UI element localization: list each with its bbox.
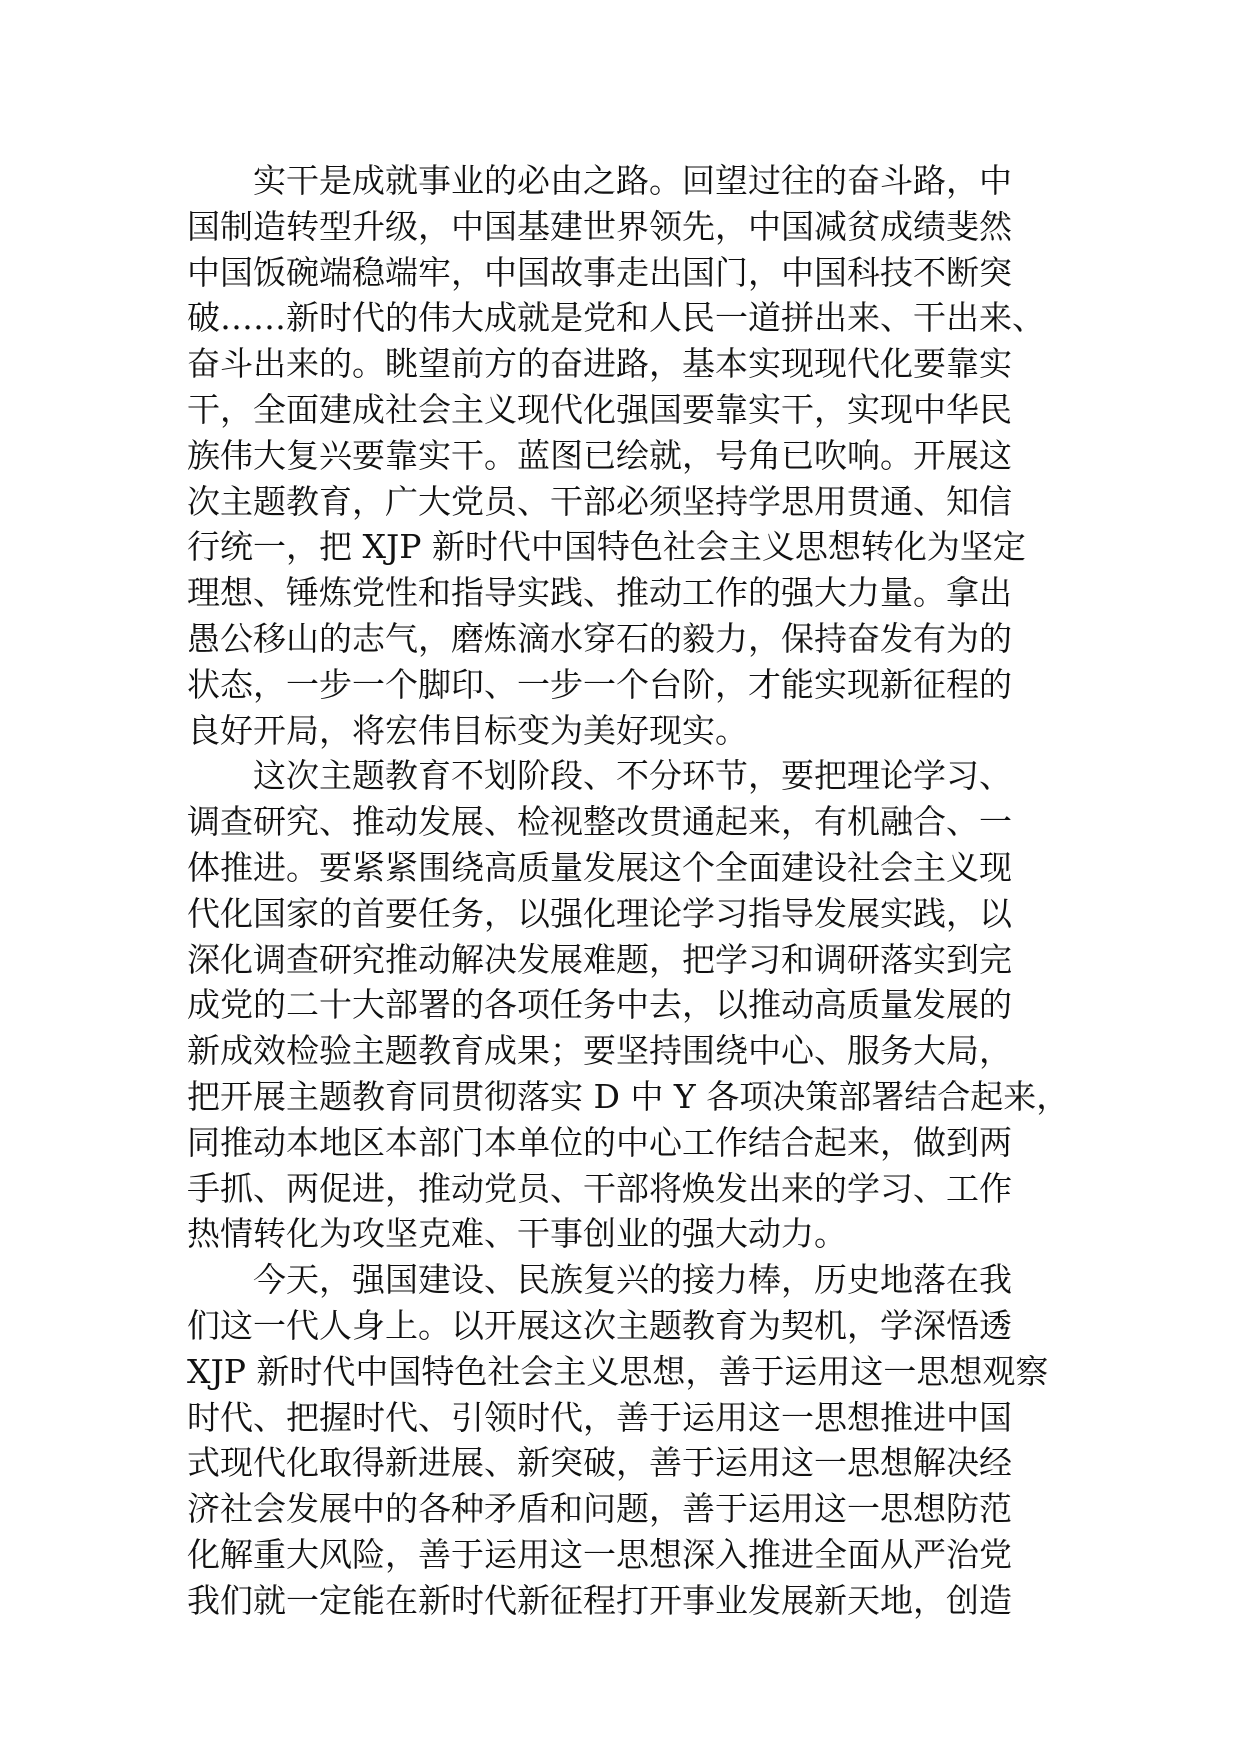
paragraph-1 [187,158,1057,753]
text-line: 时代、把握时代、引领时代，善于运用这一思想推进中国 [187,1397,1012,1437]
text-line: 济社会发展中的各种矛盾和问题，善于运用这一思想防范 [187,1489,1012,1529]
text-line: 热情转化为攻坚克难、干事创业的强大动力。 [187,1214,847,1254]
text-line: 调查研究、推动发展、检视整改贯通起来，有机融合、一 [187,802,1012,842]
text-line: 手抓、两促进，推动党员、干部将焕发出来的学习、工作 [187,1168,1012,1208]
text-line: 行统一，把 XJP 新时代中国特色社会主义思想转化为坚定 [187,527,1026,567]
paragraph-3 [187,1257,1057,1623]
text-line: 们这一代人身上。以开展这次主题教育为契机，学深悟透 [187,1305,1012,1345]
text-line: 我们就一定能在新时代新征程打开事业发展新天地，创造 [187,1580,1012,1620]
text-line: 化解重大风险，善于运用这一思想深入推进全面从严治党 [187,1534,1012,1574]
text-line: 理想、锤炼党性和指导实践、推动工作的强大力量。拿出 [187,573,1012,613]
text-line: 良好开局，将宏伟目标变为美好现实。 [187,710,748,750]
text-line: 这次主题教育不划阶段、不分环节，要把理论学习、 [253,756,1012,796]
text-line: 族伟大复兴要靠实干。蓝图已绘就，号角已吹响。开展这 [187,435,1012,475]
text-line: 中国饭碗端稳端牢，中国故事走出国门，中国科技不断突 [187,252,1012,292]
text-line: 体推进。要紧紧围绕高质量发展这个全面建设社会主义现 [187,847,1012,887]
text-line: 代化国家的首要任务，以强化理论学习指导发展实践，以 [187,893,1012,933]
text-line: 把开展主题教育同贯彻落实 D 中 Y 各项决策部署结合起来， [187,1076,1070,1116]
text-line: 新成效检验主题教育成果；要坚持围绕中心、服务大局， [187,1031,1012,1071]
text-line: XJP 新时代中国特色社会主义思想，善于运用这一思想观察 [187,1351,1049,1391]
text-line: 状态，一步一个脚印、一步一个台阶，才能实现新征程的 [187,664,1012,704]
text-line: 深化调查研究推动解决发展难题，把学习和调研落实到完 [187,939,1012,979]
text-line: 国制造转型升级，中国基建世界领先，中国减贫成绩斐然 [187,206,1012,246]
paragraph-2 [187,753,1070,1257]
text-line: 破……新时代的伟大成就是党和人民一道拼出来、干出来、 [187,298,1045,338]
text-line: 干，全面建成社会主义现代化强国要靠实干，实现中华民 [187,389,1012,429]
text-line: 式现代化取得新进展、新突破，善于运用这一思想解决经 [187,1443,1012,1483]
text-line: 实干是成就事业的必由之路。回望过往的奋斗路，中 [253,161,1012,200]
text-line: 同推动本地区本部门本单位的中心工作结合起来，做到两 [187,1122,1012,1162]
text-line: 成党的二十大部署的各项任务中去，以推动高质量发展的 [187,985,1012,1025]
text-line: 今天，强国建设、民族复兴的接力棒，历史地落在我 [253,1260,1012,1300]
text-line: 次主题教育，广大党员、干部必须坚持学思用贯通、知信 [187,481,1012,521]
text-line: 愚公移山的志气，磨炼滴水穿石的毅力，保持奋发有为的 [187,618,1012,658]
text-line: 奋斗出来的。眺望前方的奋进路，基本实现现代化要靠实 [187,344,1012,384]
document-body [187,158,1070,1624]
